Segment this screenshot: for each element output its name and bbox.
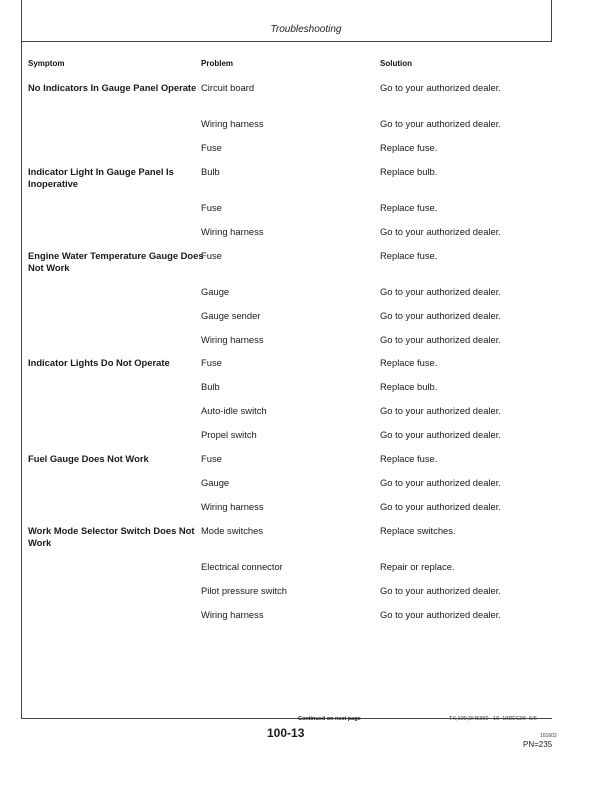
- page-number: 100-13: [267, 726, 305, 740]
- solution-cell: Replace bulb.: [380, 381, 438, 392]
- header-rule: [21, 41, 552, 42]
- problem-cell: Fuse: [201, 453, 222, 464]
- problem-cell: Wiring harness: [201, 501, 264, 512]
- problem-cell: Wiring harness: [201, 226, 264, 237]
- symptom-cell: Indicator Lights Do Not Operate: [28, 357, 170, 368]
- solution-cell: Replace fuse.: [380, 202, 438, 213]
- solution-cell: Go to your authorized dealer.: [380, 501, 501, 512]
- symptom-cell: No Indicators In Gauge Panel Operate: [28, 82, 197, 93]
- solution-cell: Replace fuse.: [380, 453, 438, 464]
- solution-cell: Replace bulb.: [380, 166, 438, 177]
- problem-cell: Fuse: [201, 202, 222, 213]
- symptom-cell: Indicator Light In Gauge Panel Is Inoperative: [28, 166, 174, 189]
- solution-cell: Go to your authorized dealer.: [380, 609, 501, 620]
- problem-cell: Pilot pressure switch: [201, 585, 287, 596]
- problem-cell: Fuse: [201, 357, 222, 368]
- continued-notice: Continued on next page: [298, 716, 361, 722]
- solution-cell: Go to your authorized dealer.: [380, 429, 501, 440]
- page-pn: PN=235: [523, 740, 553, 749]
- problem-cell: Gauge: [201, 477, 230, 488]
- column-header-solution: Solution: [380, 59, 412, 68]
- column-header-problem: Problem: [201, 59, 234, 68]
- problem-cell: Wiring harness: [201, 334, 264, 345]
- problem-cell: Gauge sender: [201, 310, 261, 321]
- problem-cell: Circuit board: [201, 82, 255, 93]
- solution-cell: Go to your authorized dealer.: [380, 334, 501, 345]
- solution-cell: Replace fuse.: [380, 142, 438, 153]
- symptom-cell: Work Mode Selector Switch Does Not Work: [28, 525, 195, 548]
- problem-cell: Fuse: [201, 142, 222, 153]
- problem-cell: Mode switches: [201, 525, 264, 536]
- problem-cell: Gauge: [201, 286, 230, 297]
- solution-cell: Go to your authorized dealer.: [380, 477, 501, 488]
- problem-cell: Wiring harness: [201, 118, 264, 129]
- solution-cell: Replace fuse.: [380, 250, 438, 261]
- symptom-cell: Engine Water Temperature Gauge Does Not Work: [28, 250, 204, 273]
- solution-cell: Go to your authorized dealer.: [380, 405, 501, 416]
- solution-cell: Go to your authorized dealer.: [380, 82, 501, 93]
- left-border-line: [21, 0, 22, 718]
- page-header-title: Troubleshooting: [270, 24, 342, 35]
- solution-cell: Go to your authorized dealer.: [380, 118, 501, 129]
- problem-cell: Fuse: [201, 250, 222, 261]
- problem-cell: Bulb: [201, 166, 220, 177]
- symptom-cell: Fuel Gauge Does Not Work: [28, 453, 149, 464]
- solution-cell: Go to your authorized dealer.: [380, 585, 501, 596]
- document-reference: TX,100,DH5360 –19–19DEC96–5/6: [449, 716, 537, 722]
- solution-cell: Replace fuse.: [380, 357, 438, 368]
- column-header-symptom: Symptom: [28, 59, 65, 68]
- solution-cell: Replace switches.: [380, 525, 456, 536]
- problem-cell: Electrical connector: [201, 561, 283, 572]
- problem-cell: Auto-idle switch: [201, 405, 267, 416]
- problem-cell: Propel switch: [201, 429, 257, 440]
- solution-cell: Go to your authorized dealer.: [380, 226, 501, 237]
- problem-cell: Wiring harness: [201, 609, 264, 620]
- solution-cell: Go to your authorized dealer.: [380, 286, 501, 297]
- solution-cell: Repair or replace.: [380, 561, 455, 572]
- solution-cell: Go to your authorized dealer.: [380, 310, 501, 321]
- problem-cell: Bulb: [201, 381, 220, 392]
- footer-code: 101603: [540, 733, 557, 739]
